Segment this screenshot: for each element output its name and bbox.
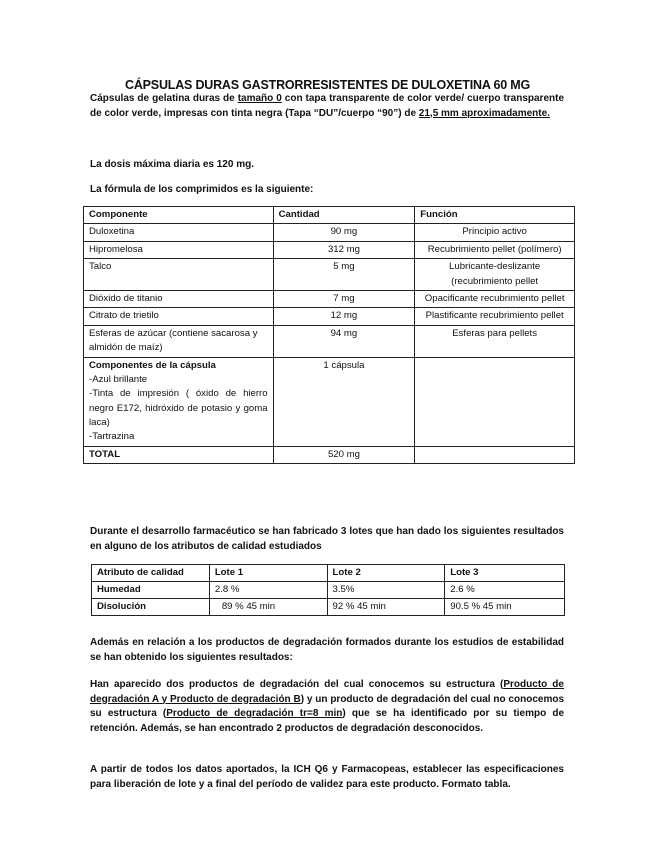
degradation-intro: Además en relación a los productos de degradación formados durante los estudios de estabilidad se han obtenido los siguientes resultados: (90, 637, 564, 663)
unknown-products-count: 2 (276, 722, 282, 734)
attribute-cell: Humedad (92, 581, 210, 598)
table-row (84, 308, 575, 325)
total-amount: 520 mg (273, 446, 415, 463)
capsule-length: 21,5 mm aproximadamente. (418, 107, 550, 119)
degradation-text-4: productos de degradación desconocidos. (281, 722, 484, 734)
function-cell: Lubricante-deslizante (recubrimiento pellet (415, 259, 575, 291)
capsule-item: -Azul brillante (89, 373, 148, 385)
table-row (84, 224, 575, 241)
intro-paragraph (90, 92, 564, 121)
function-cell: Esferas para pellets (415, 325, 575, 357)
lot-count: 3 (340, 526, 347, 537)
amount-cell: 1 cápsula (273, 357, 415, 446)
amount-cell: 312 mg (273, 241, 415, 258)
attribute-cell: Disolución (92, 598, 210, 615)
capsule-components-cell (84, 357, 274, 446)
intro-text-1: Cápsulas de gelatina duras de (90, 93, 238, 104)
formula-header-row (84, 207, 575, 224)
amount-cell: 12 mg (273, 308, 415, 325)
development-text-2: lotes que han dado los siguientes resultados en alguno de los atributos de calidad estudiados (90, 526, 564, 552)
formula-table (83, 206, 575, 464)
lot-value-cell: 92 % 45 min (327, 598, 445, 615)
total-function-empty (415, 446, 575, 463)
amount-cell: 90 mg (273, 224, 415, 241)
degradation-paragraph (90, 678, 564, 736)
formula-intro: La fórmula de los comprimidos es la siguiente: (90, 184, 314, 195)
component-cell: Citrato de trietilo (84, 308, 274, 325)
degradation-text-3: ) que se ha identificado por su tiempo de retención. Además, se han encontrado (90, 708, 565, 734)
component-cell: Dióxido de titanio (84, 290, 274, 307)
lot-value-cell: 89 % 45 min (209, 598, 327, 615)
document-title: CÁPSULAS DURAS GASTRORRESISTENTES DE DULOXETINA 60 MG (125, 78, 530, 92)
dose-text-2: mg. (233, 159, 254, 170)
degradation-text-1: Han aparecido dos productos de degradación del cual conocemos su estructura ( (90, 679, 504, 690)
lots-table (91, 564, 565, 616)
component-cell: Esferas de azúcar (contiene sacarosa y almidón de maíz) (84, 325, 274, 357)
capsule-item: -Tartrazina (89, 431, 135, 443)
lot-value-cell: 90.5 % 45 min (445, 598, 565, 615)
development-paragraph (90, 525, 564, 554)
unknown-degradation-product: Producto de degradación tr=8 min (166, 708, 343, 719)
dose-paragraph (90, 158, 564, 173)
function-cell: Opacificante recubrimiento pellet (415, 290, 575, 307)
dose-text-1: La dosis máxima diaria es (90, 159, 217, 170)
development-text-1: Durante el desarrollo farmacéutico se han fabricado (90, 526, 341, 537)
component-cell: Talco (84, 259, 274, 291)
header-lot-3: Lote 3 (445, 565, 565, 582)
function-cell: Plastificante recubrimiento pellet (415, 308, 575, 325)
conclusion-paragraph: A partir de todos los datos aportados, la ICH Q6 y Farmacopeas, establecer las especificaciones para liberación de lote y a final del período de validez para este producto. Formato tabla. (90, 764, 564, 790)
lot-value-cell: 2.8 % (209, 581, 327, 598)
known-degradation-products: Producto de degradación A y Producto de degradación B (90, 679, 564, 705)
header-lot-1: Lote 1 (209, 565, 327, 582)
capsule-components-row (84, 357, 575, 446)
intro-text-2: con tapa transparente de color verde/ cuerpo transparente de color verde, impresas con tinta negra (Tapa “DU”/cuerpo “90”) de (90, 93, 565, 119)
capsule-components-heading: Componentes de la cápsula (89, 359, 216, 371)
table-row (84, 290, 575, 307)
table-row (84, 259, 575, 291)
header-function: Función (415, 207, 575, 224)
header-component: Componente (84, 207, 274, 224)
amount-cell: 7 mg (273, 290, 415, 307)
header-lot-2: Lote 2 (327, 565, 445, 582)
dose-value: 120 (216, 159, 234, 170)
amount-cell: 5 mg (273, 259, 415, 291)
table-row (92, 581, 565, 598)
header-amount: Cantidad (273, 207, 415, 224)
table-row (84, 325, 575, 357)
component-cell: Hipromelosa (84, 241, 274, 258)
lot-value-cell: 2.6 % (445, 581, 565, 598)
table-row (84, 241, 575, 258)
capsule-size: tamaño 0 (237, 93, 282, 104)
function-cell: Recubrimiento pellet (polímero) (415, 241, 575, 258)
total-label: TOTAL (84, 446, 274, 463)
capsule-item: -Tinta de impresión ( óxido de hierro negro E172, hidróxido de potasio y goma laca) (89, 388, 268, 429)
function-cell-empty (415, 357, 575, 446)
component-cell: Duloxetina (84, 224, 274, 241)
total-row (84, 446, 575, 463)
amount-cell: 94 mg (273, 325, 415, 357)
degradation-text-2: ) y un producto de degradación del cual no conocemos su estructura ( (90, 693, 565, 719)
function-cell: Principio activo (415, 224, 575, 241)
header-attribute: Atributo de calidad (92, 565, 210, 582)
lot-value-cell: 3.5% (327, 581, 445, 598)
table-row (92, 598, 565, 615)
lots-header-row (92, 565, 565, 582)
